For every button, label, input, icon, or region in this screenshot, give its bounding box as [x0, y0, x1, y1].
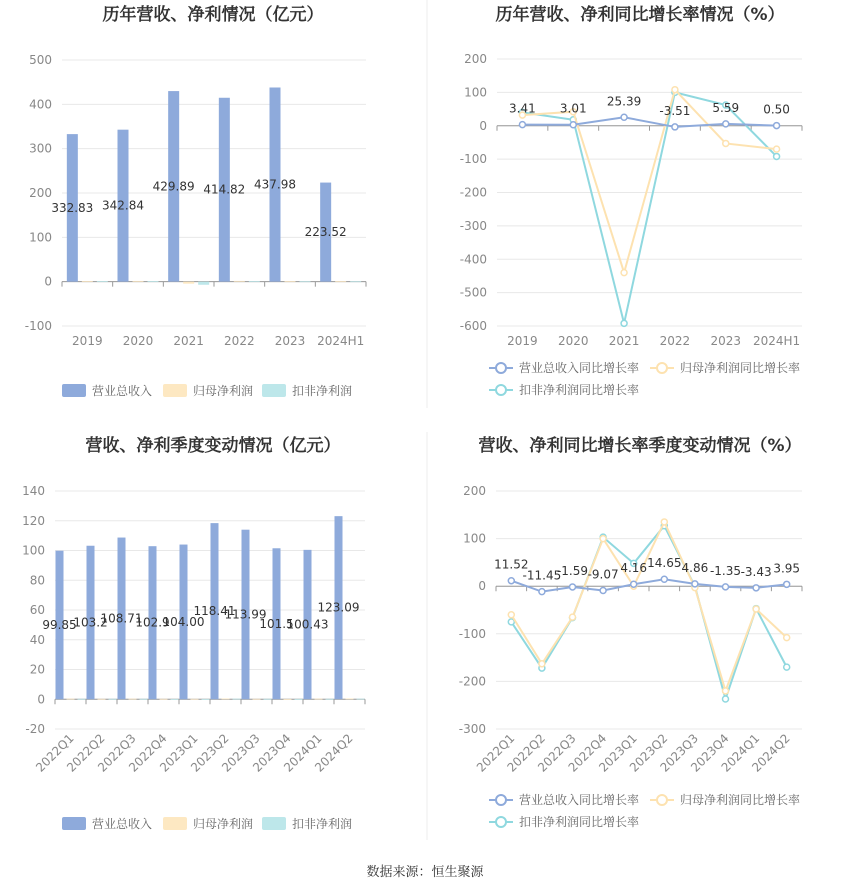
quarterly-bars-xtick-label: 2022Q1	[33, 731, 77, 775]
annual-bars-xtick-label: 2019	[72, 334, 103, 348]
quarterly-lines-data-label: 4.16	[620, 561, 648, 576]
legend-deducted-profit[interactable]: 扣非净利润	[292, 384, 353, 398]
quarterly-lines-data-label: 14.65	[647, 556, 682, 571]
annual-lines-revenue-growth-point	[672, 124, 678, 130]
annual-bars-xtick-label: 2022	[224, 334, 255, 348]
legend-marker-revenue-growth-q[interactable]	[496, 795, 506, 805]
quarterly-bars-deducted-profit-bar	[109, 699, 117, 700]
annual-lines-net-profit-growth-point	[723, 140, 729, 146]
annual-lines-deducted-profit-growth-point	[774, 153, 780, 159]
annual-bars-xtick-label: 2024H1	[317, 334, 365, 348]
quarterly-bars-ytick-label: 20	[29, 662, 45, 677]
annual-bars-xtick-label: 2020	[122, 334, 154, 348]
quarterly-bars-deducted-profit-bar	[78, 699, 86, 700]
quarterly-bars-ytick-label: 140	[22, 484, 45, 498]
quarterly-bars-data-label: 100.43	[286, 617, 329, 632]
quarterly-lines-data-label: -1.35	[709, 563, 742, 578]
quarterly-lines-net-profit-growth-point	[570, 614, 576, 620]
quarterly-bars-data-label: 102.9	[135, 615, 170, 630]
quarterly-lines-xtick-label: 2024Q2	[749, 731, 793, 775]
annual-lines-data-label: 5.59	[712, 100, 740, 115]
data-source: 数据来源：恒生聚源	[366, 865, 484, 880]
quarterly-lines-data-label: -3.43	[740, 564, 772, 579]
annual-bars-deducted-profit-bar	[300, 281, 311, 282]
quarterly-lines-revenue-growth-point	[753, 585, 759, 591]
annual-lines-data-label: 3.01	[559, 101, 587, 116]
annual-bars-ytick-label: 300	[29, 141, 52, 156]
legend-net-profit[interactable]: 归母净利润	[193, 384, 254, 398]
quarterly-bars-title: 营收、净利季度变动情况（亿元）	[85, 436, 341, 456]
annual-lines-revenue-growth-point	[621, 114, 627, 120]
quarterly-lines-xtick-label: 2023Q1	[596, 731, 640, 775]
quarterly-lines-xtick-label: 2024Q1	[718, 731, 763, 775]
annual-lines-xtick-label: 2019	[507, 334, 538, 348]
quarterly-lines-xtick-label: 2022Q1	[473, 731, 518, 775]
quarterly-lines-revenue-growth-point	[508, 578, 514, 584]
quarterly-bars-xtick-label: 2023Q3	[219, 731, 263, 775]
quarterly-bars-xtick-label: 2024Q2	[312, 731, 356, 775]
annual-lines-data-label: 25.39	[606, 94, 642, 109]
quarterly-lines-data-label: -9.07	[587, 567, 619, 582]
quarterly-bars-net-profit-bar	[253, 699, 261, 700]
annual-bars-deducted-profit-bar	[198, 282, 209, 285]
quarterly-lines-ytick-label: 200	[463, 484, 486, 498]
annual-bars-xtick-label: 2021	[173, 334, 204, 348]
quarterly-lines-deducted-profit-growth-point	[784, 664, 790, 670]
quarterly-lines-net-profit-growth-point	[723, 688, 729, 694]
legend-marker-deducted-profit-growth[interactable]	[496, 385, 506, 395]
quarterly-bars-net-profit-bar	[315, 699, 323, 700]
quarterly-bars-data-label: 99.85	[42, 617, 77, 632]
annual-lines-ytick-label: -200	[459, 185, 487, 200]
quarterly-lines-data-label: 4.86	[681, 560, 709, 575]
quarterly-lines-revenue-growth-point	[784, 581, 790, 587]
annual-bars-ytick-label: 200	[29, 186, 52, 200]
quarterly-bars-data-label: 108.71	[100, 611, 143, 626]
quarterly-bars-data-label: 123.09	[317, 600, 360, 615]
legend-swatch-deducted-profit-q[interactable]	[262, 817, 286, 830]
quarterly-lines-revenue-growth-point	[570, 584, 576, 590]
annual-bars-data-label: 429.89	[152, 179, 195, 194]
quarterly-bars-data-label: 103.2	[73, 615, 108, 630]
annual-lines-data-label: 3.41	[509, 101, 536, 116]
annual-bars-ytick-label: 0	[44, 274, 52, 289]
annual-bars-net-profit-bar	[234, 281, 245, 282]
annual-bars-data-label: 414.82	[203, 182, 246, 197]
legend-deducted-profit-growth-q[interactable]: 扣非净利润同比增长率	[519, 815, 640, 829]
quarterly-bars-deducted-profit-bar	[202, 699, 210, 700]
quarterly-lines-net-profit-growth-point	[784, 635, 790, 641]
annual-lines-data-label: 0.50	[763, 102, 790, 117]
legend-marker-net-profit-growth-q[interactable]	[657, 795, 667, 805]
quarterly-lines-xtick-label: 2023Q2	[626, 731, 671, 775]
quarterly-bars-data-label: 113.99	[224, 607, 267, 622]
annual-bars-deducted-profit-bar	[148, 281, 159, 282]
quarterly-lines-revenue-growth-point	[723, 584, 729, 590]
quarterly-lines-ytick-label: 0	[478, 579, 486, 594]
legend-swatch-deducted-profit[interactable]	[262, 384, 286, 397]
quarterly-bars-data-label: 104.00	[162, 614, 205, 629]
annual-bars-deducted-profit-bar	[350, 281, 361, 282]
annual-lines-ytick-label: -400	[459, 252, 487, 267]
annual-lines-net-profit-growth-point	[774, 146, 780, 152]
annual-lines-ytick-label: -500	[459, 285, 487, 300]
annual-bars-data-label: 342.84	[102, 198, 144, 213]
quarterly-lines-xtick-label: 2022Q4	[565, 731, 610, 775]
annual-bars-net-profit-bar	[285, 281, 296, 282]
legend-marker-net-profit-growth[interactable]	[657, 363, 667, 373]
annual-lines-ytick-label: 200	[464, 52, 487, 66]
quarterly-bars-net-profit-bar	[191, 699, 199, 700]
quarterly-bars-xtick-label: 2024Q1	[281, 731, 325, 775]
annual-bars-title: 历年营收、净利情况（亿元）	[102, 5, 324, 25]
quarterly-bars-deducted-profit-bar	[171, 699, 179, 700]
quarterly-lines-net-profit-growth-point	[753, 606, 759, 612]
quarterly-bars-ytick-label: 120	[22, 513, 45, 528]
annual-bars-data-label: 332.83	[51, 200, 94, 215]
annual-lines-xtick-label: 2024H1	[752, 334, 801, 348]
quarterly-bars-xtick-label: 2022Q3	[95, 731, 139, 775]
annual-lines-title: 历年营收、净利同比增长率情况（%）	[495, 5, 785, 25]
annual-lines-ytick-label: 0	[479, 118, 487, 133]
quarterly-bars-data-label: 118.41	[193, 604, 236, 619]
quarterly-bars-xtick-label: 2023Q1	[157, 731, 201, 775]
annual-bars-xtick-label: 2023	[274, 334, 306, 348]
quarterly-bars-ytick-label: 100	[22, 543, 45, 558]
quarterly-lines-ytick-label: -200	[458, 674, 486, 689]
annual-bars-ytick-label: 400	[29, 97, 52, 112]
legend-net-profit-q[interactable]: 归母净利润	[193, 817, 254, 831]
quarterly-lines-data-label: 3.95	[773, 561, 801, 576]
annual-bars-deducted-profit-bar	[97, 281, 108, 282]
annual-lines-deducted-profit-growth-point	[621, 320, 627, 326]
quarterly-bars-deducted-profit-bar	[295, 699, 303, 700]
quarterly-bars-ytick-label: 60	[29, 603, 45, 617]
quarterly-bars-xtick-label: 2023Q4	[250, 731, 294, 775]
quarterly-lines-xtick-label: 2023Q3	[657, 731, 702, 775]
legend-revenue-q[interactable]: 营业总收入	[92, 817, 153, 831]
annual-bars-net-profit-bar	[82, 281, 93, 282]
annual-bars-net-profit-bar	[183, 282, 194, 284]
quarterly-bars-legend	[62, 816, 352, 831]
legend-revenue[interactable]: 营业总收入	[92, 384, 153, 398]
legend-marker-deducted-profit-growth-q[interactable]	[496, 817, 506, 827]
legend-revenue-growth[interactable]: 营业总收入同比增长率	[519, 361, 640, 375]
annual-lines-revenue-growth-point	[723, 121, 729, 127]
quarterly-bars-net-profit-bar	[67, 699, 75, 700]
quarterly-bars-deducted-profit-bar	[264, 699, 272, 700]
quarterly-bars-data-label: 101.5	[259, 616, 294, 631]
quarterly-bars-xtick-label: 2023Q2	[188, 731, 232, 775]
quarterly-bars-xtick-label: 2022Q2	[64, 731, 108, 775]
legend-net-profit-growth[interactable]: 归母净利润同比增长率	[680, 361, 801, 375]
legend-deducted-profit-growth[interactable]: 扣非净利润同比增长率	[519, 383, 640, 397]
quarterly-bars-deducted-profit-bar	[233, 699, 241, 700]
quarterly-bars-net-profit-bar	[160, 699, 168, 700]
annual-lines-legend	[489, 360, 800, 397]
quarterly-lines-net-profit-growth-line	[511, 522, 786, 691]
annual-lines-xtick-label: 2020	[557, 334, 589, 348]
annual-lines-net-profit-growth-point	[672, 87, 678, 93]
quarterly-lines-ytick-label: -100	[458, 626, 486, 641]
annual-lines-xtick-label: 2023	[710, 334, 742, 348]
legend-swatch-revenue-q[interactable]	[62, 817, 86, 830]
quarterly-bars-xtick-label: 2022Q4	[126, 731, 170, 775]
quarterly-lines-data-label: -11.45	[522, 568, 562, 583]
annual-lines-data-label: -3.51	[659, 103, 691, 118]
legend-swatch-revenue[interactable]	[62, 384, 86, 397]
annual-lines-revenue-growth-point	[519, 122, 525, 128]
quarterly-lines-xtick-label: 2022Q3	[535, 731, 579, 775]
annual-lines-xtick-label: 2022	[659, 334, 691, 348]
quarterly-bars-net-profit-bar	[346, 699, 354, 700]
quarterly-lines-deducted-profit-growth-point	[723, 696, 729, 702]
quarterly-lines-revenue-growth-point	[631, 581, 637, 587]
quarterly-bars-deducted-profit-bar	[357, 699, 365, 700]
quarterly-lines-net-profit-growth-point	[539, 661, 545, 667]
annual-bars-ytick-label: 500	[29, 53, 52, 67]
annual-lines-ytick-label: -300	[459, 218, 487, 233]
quarterly-bars-ytick-label: 0	[37, 692, 45, 707]
plot-layer	[22, 52, 802, 775]
quarterly-lines-ytick-label: 100	[463, 531, 486, 546]
quarterly-lines-revenue-growth-point	[539, 589, 545, 595]
legend-swatch-net-profit-q[interactable]	[163, 817, 187, 830]
legend-swatch-net-profit[interactable]	[163, 384, 187, 397]
quarterly-bars-ytick-label: 40	[29, 632, 45, 647]
legend-marker-revenue-growth[interactable]	[496, 363, 506, 373]
quarterly-lines-revenue-growth-point	[692, 581, 698, 587]
annual-lines-ytick-label: 100	[464, 85, 487, 100]
annual-bars-data-label: 437.98	[254, 177, 296, 192]
quarterly-bars-deducted-profit-bar	[140, 699, 148, 700]
quarterly-bars-deducted-profit-bar	[326, 699, 334, 700]
quarterly-lines-xtick-label: 2022Q2	[504, 731, 549, 775]
quarterly-lines-revenue-growth-point	[600, 588, 606, 594]
quarterly-lines-net-profit-growth-point	[661, 519, 667, 525]
quarterly-bars-net-profit-bar	[98, 699, 106, 700]
quarterly-lines-ytick-label: -300	[458, 722, 486, 736]
quarterly-bars-net-profit-bar	[284, 699, 292, 700]
quarterly-bars-ytick-label: -20	[25, 722, 45, 736]
annual-lines-xtick-label: 2021	[608, 334, 640, 348]
quarterly-lines-revenue-growth-point	[661, 576, 667, 582]
annual-bars-ytick-label: -100	[24, 319, 52, 333]
quarterly-lines-data-label: 11.52	[494, 557, 529, 572]
annual-bars-data-label: 223.52	[304, 225, 347, 240]
quarterly-lines-deducted-profit-growth-line	[511, 526, 786, 699]
annual-bars-ytick-label: 100	[29, 230, 52, 245]
annual-lines-ytick-label: -600	[459, 319, 487, 333]
annual-bars-legend	[62, 383, 352, 398]
quarterly-bars-ytick-label: 80	[29, 573, 45, 588]
legend-deducted-profit-q[interactable]: 扣非净利润	[292, 817, 353, 831]
annual-lines-ytick-label: -100	[459, 152, 487, 167]
quarterly-lines-title: 营收、净利同比增长率季度变动情况（%）	[478, 436, 802, 456]
annual-bars-net-profit-bar	[335, 281, 346, 282]
annual-bars-deducted-profit-bar	[249, 281, 260, 282]
quarterly-lines-net-profit-growth-point	[508, 612, 514, 618]
annual-lines-net-profit-growth-point	[621, 270, 627, 276]
legend-revenue-growth-q[interactable]: 营业总收入同比增长率	[519, 793, 640, 807]
quarterly-lines-data-label: -1.59	[556, 563, 589, 578]
legend-net-profit-growth-q[interactable]: 归母净利润同比增长率	[680, 793, 801, 807]
annual-lines-revenue-growth-point	[774, 123, 780, 129]
quarterly-lines-net-profit-growth-point	[600, 536, 606, 542]
quarterly-lines-legend	[489, 792, 800, 829]
annual-bars-net-profit-bar	[133, 281, 144, 282]
quarterly-bars-net-profit-bar	[222, 699, 230, 700]
annual-lines-revenue-growth-point	[570, 122, 576, 128]
quarterly-lines-xtick-label: 2023Q4	[688, 731, 732, 775]
quarterly-bars-net-profit-bar	[129, 699, 137, 700]
